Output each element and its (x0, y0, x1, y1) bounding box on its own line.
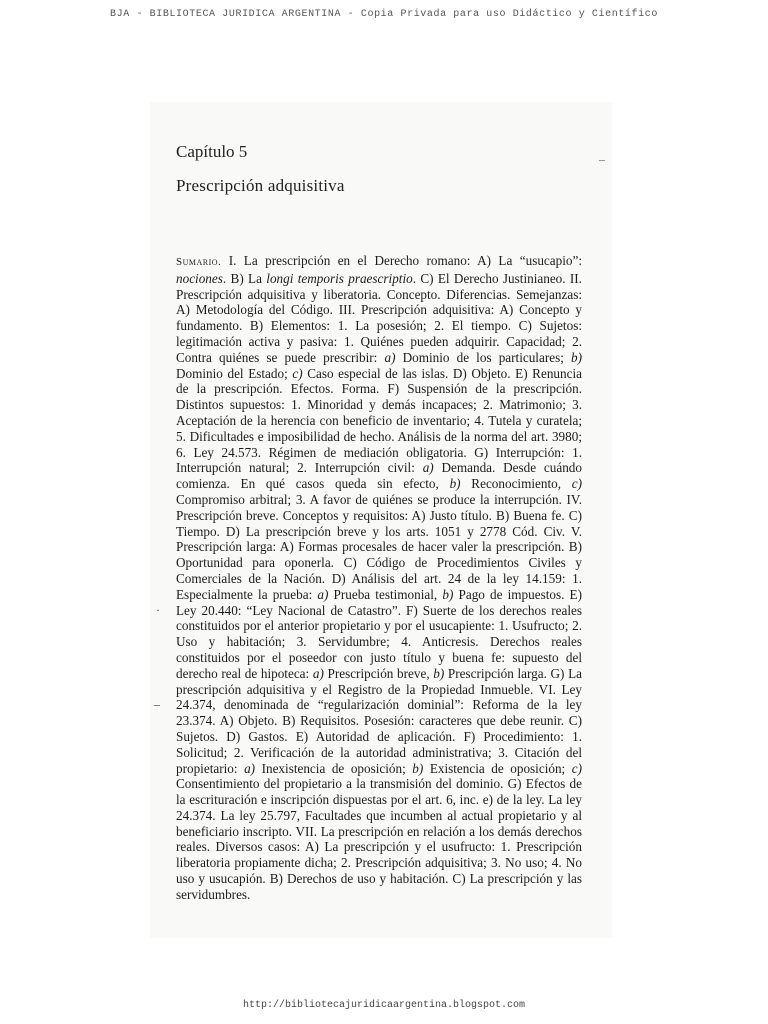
summary-italic-run: b) (412, 760, 424, 776)
summary-italic-run: nociones (176, 270, 223, 286)
summary-italic-run: b) (449, 476, 461, 492)
summary-text-run: Dominio de los particulares; (395, 349, 571, 365)
summary-text-run: Demanda. Desde cuándo comienza. En qué casos queda sin efecto, (176, 460, 582, 492)
summary-text-run: I. La prescripción en el Derecho romano: A) La “usucapio”: (221, 253, 582, 268)
summary-italic-run: a) (384, 349, 396, 365)
summary-italic-run: b) (433, 665, 445, 681)
summary-text-run: Consentimiento del propietario a la transmisión del dominio. G) Efectos de la escrituración e inscripción dispuestas por el art. 6, inc. e) de la ley. La ley 24.374. La ley 25.797, Facultades que incumben al actual propietario y al beneficiario inscripto. VII. La prescripción en relación a los demás derechos reales. Diversos casos: A) La prescripción y el usufructo: 1. Prescripción liberatoria propiamente dicha; 2. Prescripción adquisitiva; 3. No uso; 4. No uso y usucapión. B) Derechos de uso y habitación. C) La prescripción y las servidumbres. (176, 776, 582, 902)
library-banner: BJA - BIBLIOTECA JURIDICA ARGENTINA - Copia Privada para uso Didáctico y Científico (110, 9, 658, 20)
summary-text-run: Prescripción larga. G) La prescripción adquisitiva y el Registro de la Propiedad Inmueble. VI. Ley 24.374, denominada de “regularización dominial”: Reforma de la ley 23.374. A) Objeto. B) Requisitos. Posesión: caracteres que debe reunir. C) Sujetos. D) Gastos. E) Autoridad de aplicación. F) Procedimiento: 1. Solicitud; 2. Verificación de la autoridad administrativa; 3. Citación del propietario: (176, 665, 582, 776)
summary-italic-run: b) (571, 349, 582, 365)
summary-italic-run: a) (317, 586, 329, 602)
summary-text-run: Reconocimiento, (460, 476, 572, 492)
margin-mark-dot: · (156, 603, 160, 617)
summary-text-run: . C) El Derecho Justinianeo. II. Prescripción adquisitiva y liberatoria. Concepto. Diferencias. Semejanzas: A) Metodología del Código. III. Prescripción adquisitiva: A) Concepto y fundamento. B) Elementos: 1. La posesión; 2. El tiempo. C) Sujetos: legitimación activa y pasiva: 1. Quiénes pueden adquirir. Capacidad; 2. Contra quiénes se puede prescribir: (176, 270, 582, 365)
summary-italic-run: a) (422, 460, 434, 476)
scan-speck (599, 160, 605, 161)
summary-body (176, 253, 582, 902)
summary-italic-run: b) (442, 586, 454, 602)
chapter-number: Capítulo 5 (176, 142, 248, 161)
footer-url: http://bibliotecajuridicaargentina.blogspot.com (242, 1000, 526, 1011)
margin-mark-dash: – (154, 697, 160, 711)
summary-italic-run: longi temporis praescriptio (266, 270, 413, 286)
summary-italic-run: a) (244, 760, 256, 776)
chapter-summary (176, 253, 582, 903)
summary-italic-run: c) (292, 365, 303, 381)
summary-label: Sumario. (176, 256, 222, 268)
summary-text-run: Compromiso arbitral; 3. A favor de quiénes se produce la interrupción. IV. Prescripción breve. Conceptos y requisitos: A) Justo título. B) Buena fe. C) Tiempo. D) La prescripción breve y los arts. 1051 y 2778 Cód. Civ. V. Prescripción larga: A) Formas procesales de hacer valer la prescripción. B) Oportunidad para oponerla. C) Código de Procedimientos Civiles y Comerciales de la Nación. D) Análisis del art. 24 de la ley 14.159: 1. Especialmente la prueba: (176, 491, 582, 602)
summary-italic-run: c) (571, 476, 582, 492)
summary-italic-run: c) (571, 760, 582, 776)
summary-italic-run: a) (312, 665, 324, 681)
summary-text-run: . B) La (222, 270, 267, 286)
summary-text-run: Prueba testimonial, (328, 586, 443, 602)
summary-text-run: Caso especial de las islas. D) Objeto. E) Renuncia de la prescripción. Efectos. Forma. F) Suspensión de la prescripción. Distintos supuestos: 1. Minoridad y demás incapaces; 2. Matrimonio; 3. Aceptación de la herencia con beneficio de inventario; 4. Tutela y curatela; 5. Dificultades e imposibilidad de hecho. Análisis de la norma del art. 3980; 6. Ley 24.573. Régimen de mediación obligatoria. G) Interrupción: 1. Interrupción natural; 2. Interrupción civil: (176, 365, 582, 476)
summary-text-run: Pago de impuestos. E) Ley 20.440: “Ley Nacional de Catastro”. F) Suerte de los derechos reales constituidos por el anterior propietario y por el usucapiente: 1. Usufructo; 2. Uso y habitación; 3. Servidumbre; 4. Anticresis. Derechos reales constituidos por el poseedor con justo título y buena fe: supuesto del derecho real de hipoteca: (176, 586, 582, 681)
summary-text-run: Existencia de oposición; (423, 760, 572, 776)
summary-text-run: Prescripción breve, (323, 665, 434, 681)
summary-text-run: Dominio del Estado; (176, 365, 293, 381)
summary-text-run: Inexistencia de oposición; (255, 760, 413, 776)
chapter-title: Prescripción adquisitiva (176, 176, 345, 195)
